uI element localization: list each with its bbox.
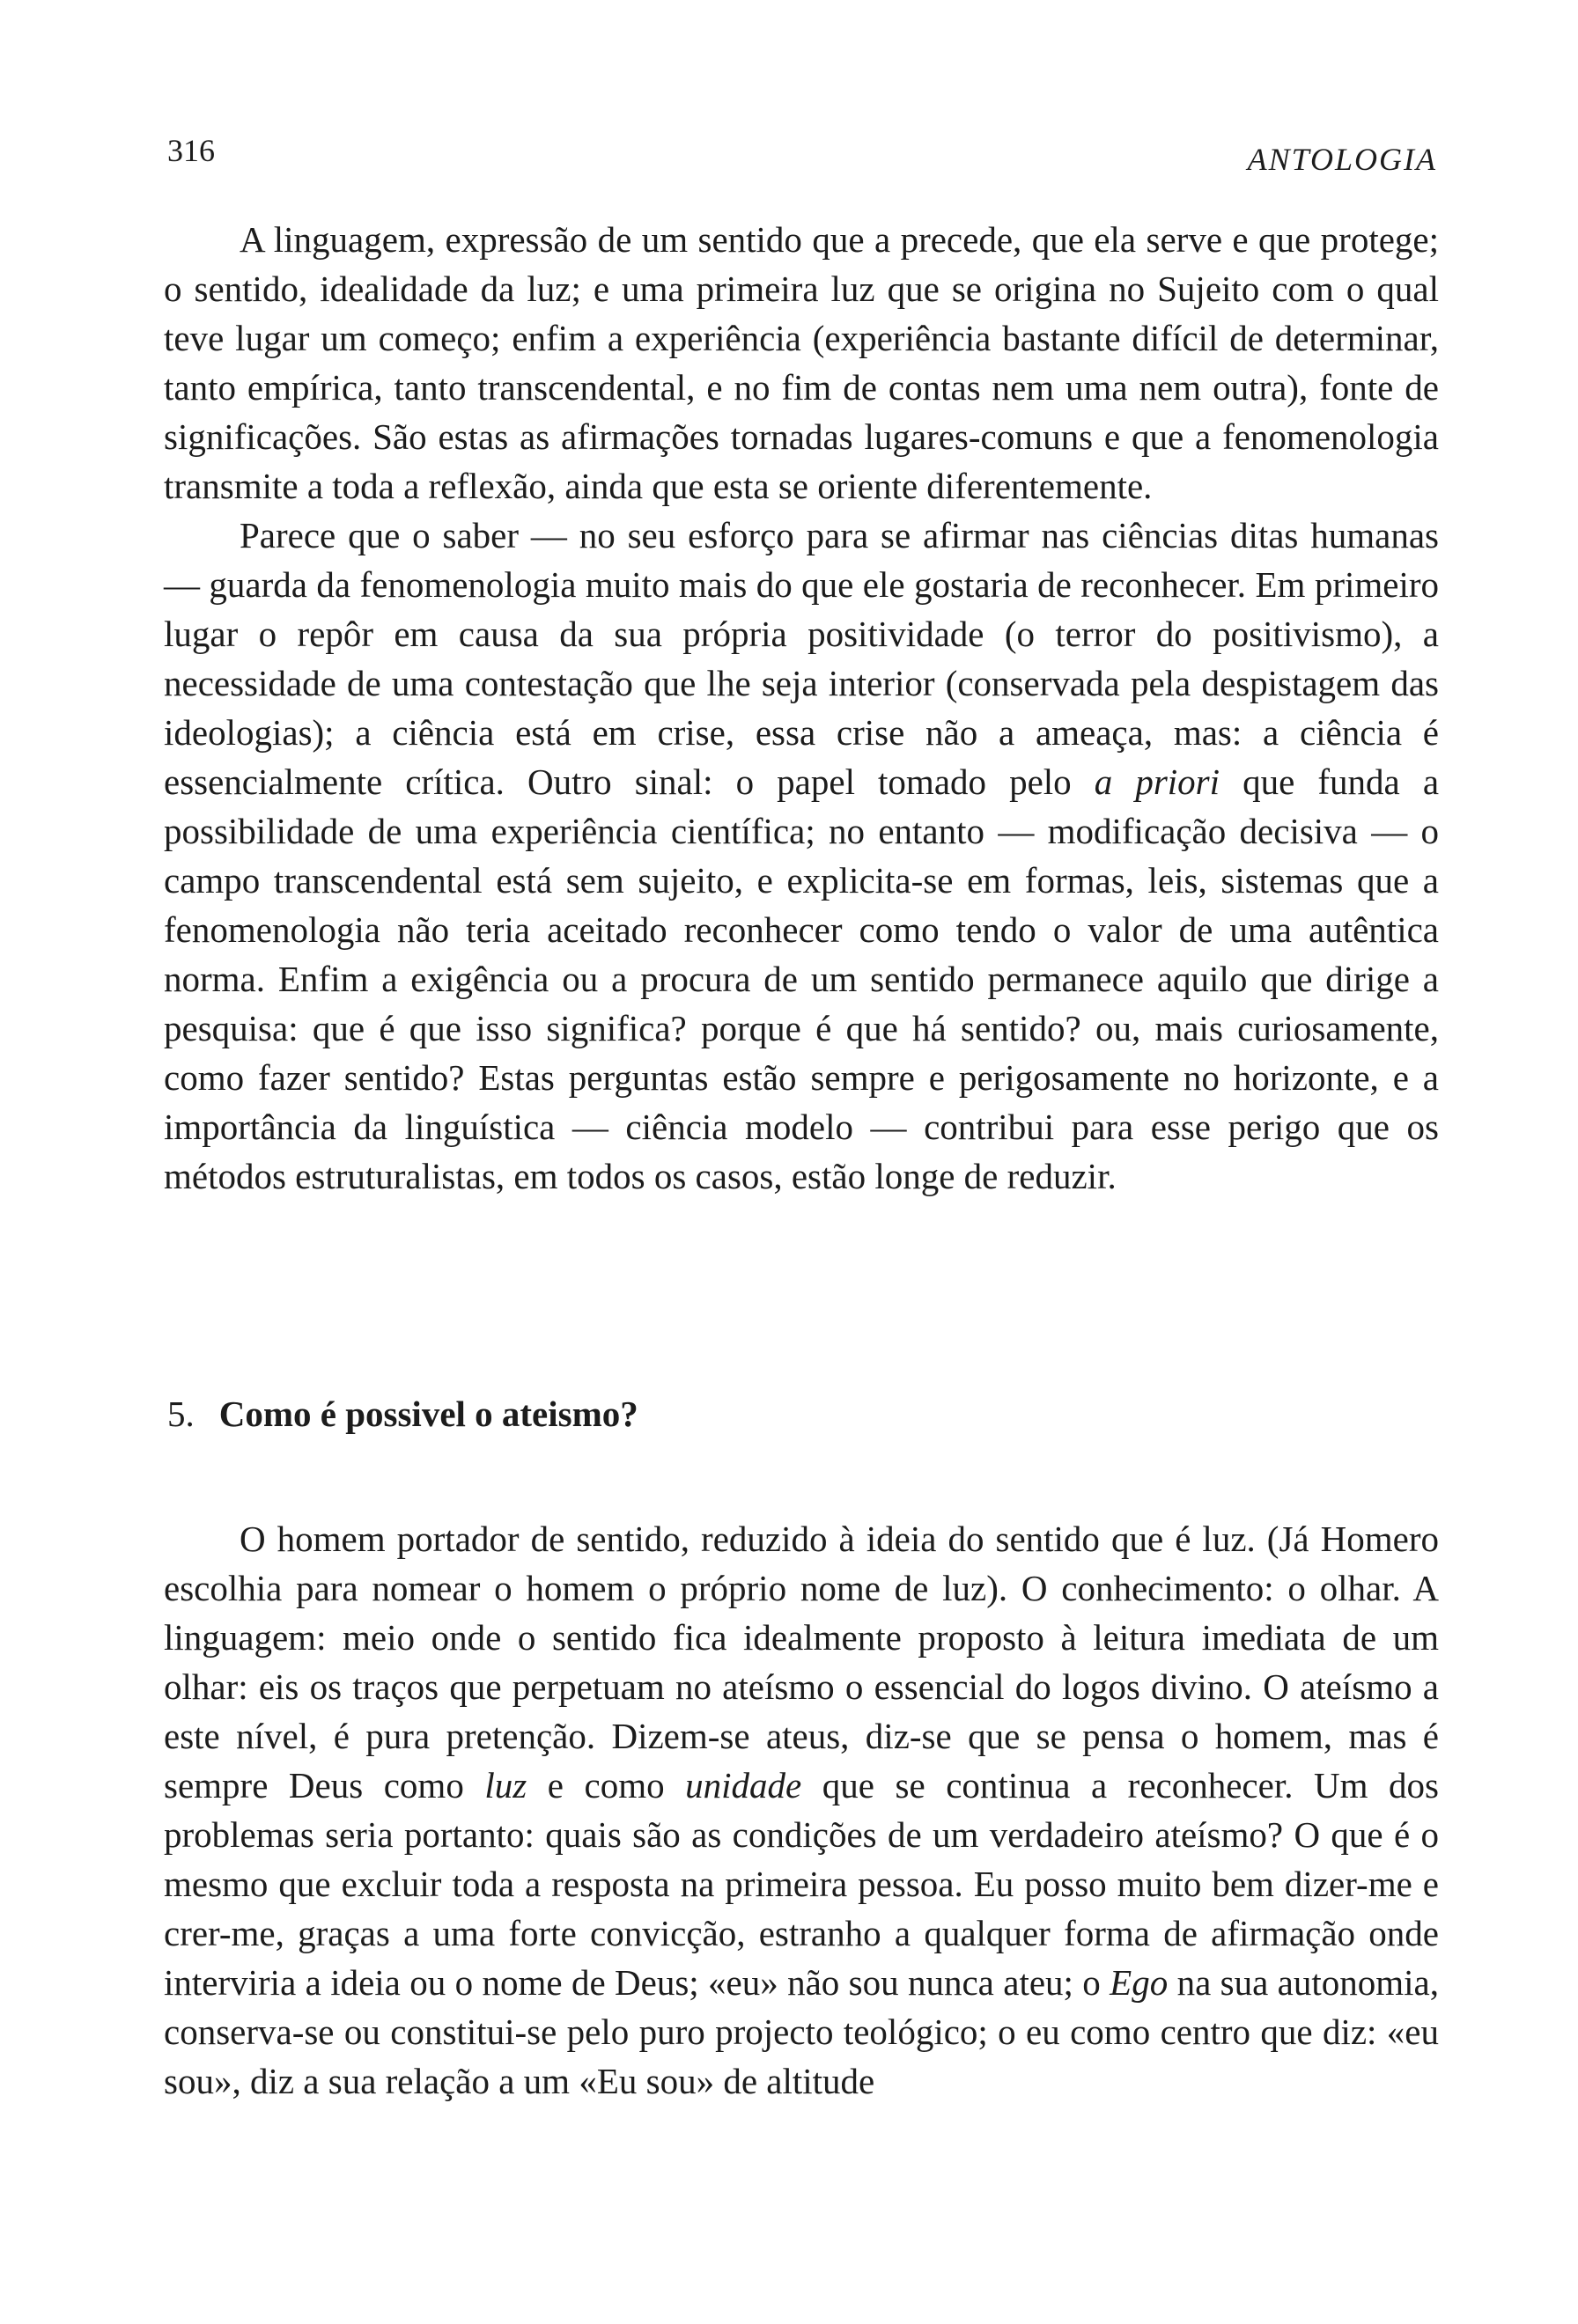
text-run: que funda a possibilidade de uma experiência científica; no entanto — modificação decisiva — o campo transcendental está sem sujeito, e explicita-se em formas, leis, sistemas que a fenomenologia não teria aceitado reconhecer como tendo o valor de uma autêntica norma. Enfim a exigência ou a procura de um sentido permanece aquilo que dirige a pesquisa: que é que isso significa? porque é que há sentido? ou, mais curiosamente, como fazer sentido? Estas perguntas estão sempre e perigosamente no horizonte, e a importância da linguística — ciência modelo — contribui para esse perigo que os métodos estruturalistas, em todos os casos, estão longe de reduzir.	[164, 761, 1440, 1196]
italic-text-run: a priori	[1094, 761, 1220, 802]
text-run: na sua autonomia, conserva-se ou constitui-se pelo puro projecto teológico; o eu como centro que diz: «eu sou», diz a sua relação a um «Eu sou» de altitude	[164, 1962, 1439, 2101]
italic-text-run: luz	[484, 1765, 527, 1806]
text-run: e como	[527, 1765, 686, 1806]
running-head: ANTOLOGIA	[1247, 142, 1437, 177]
text-run: que se continua a reconhecer. Um dos problemas seria portanto: quais são as condições de um verdadeiro ateísmo? O que é o mesmo que excluir toda a resposta na primeira pessoa. Eu posso muito bem dizer-me e crer-me, graças a uma forte convicção, estranho a qualquer forma de afirmação onde interviria a ideia ou o nome de Deus; «eu» não sou nunca ateu; o	[164, 1765, 1440, 2003]
text-run: Parece que o saber — no seu esforço para se afirmar nas ciências ditas humanas — guarda da fenomenologia muito mais do que ele gostaria de reconhecer. Em primeiro lugar o repôr em causa da sua própria positividade (o terror do positivismo), a necessidade de uma contestação que lhe seja interior (conservada pela despistagem das ideologias); a ciência está em crise, essa crise não a ameaça, mas: a ciência é essencialmente crítica. Outro sinal: o papel tomado pelo	[164, 515, 1439, 802]
body-text-after-section	[164, 1514, 1439, 2106]
page-number: 316	[167, 133, 215, 168]
section-title: Como é possivel o ateismo?	[218, 1394, 638, 1434]
italic-text-run: Ego	[1110, 1962, 1169, 2003]
page-header	[167, 132, 1437, 185]
body-text-before-section	[164, 215, 1439, 1201]
section-heading	[167, 1389, 638, 1438]
paragraph	[164, 215, 1439, 511]
text-run: O homem portador de sentido, reduzido à ideia do sentido que é luz. (Já Homero escolhia para nomear o homem o próprio nome de luz). O conhecimento: o olhar. A linguagem: meio onde o sentido fica idealmente proposto à leitura imediata de um olhar: eis os traços que perpetuam no ateísmo o essencial do logos divino. O ateísmo a este nível, é pura pretenção. Dizem-se ateus, diz-se que se pensa o homem, mas é sempre Deus como	[164, 1519, 1439, 1806]
paragraph	[164, 511, 1439, 1201]
paragraph	[164, 1514, 1439, 2106]
italic-text-run: unidade	[685, 1765, 802, 1806]
section-number: 5.	[167, 1394, 195, 1434]
text-run: A linguagem, expressão de um sentido que a precede, que ela serve e que protege; o sentido, idealidade da luz; e uma primeira luz que se origina no Sujeito com o qual teve lugar um começo; enfim a experiência (experiência bastante difícil de determinar, tanto empírica, tanto transcendental, e no fim de contas nem uma nem outra), fonte de significações. São estas as afirmações tornadas lugares-comuns e que a fenomenologia transmite a toda a reflexão, ainda que esta se oriente diferentemente.	[164, 219, 1439, 506]
